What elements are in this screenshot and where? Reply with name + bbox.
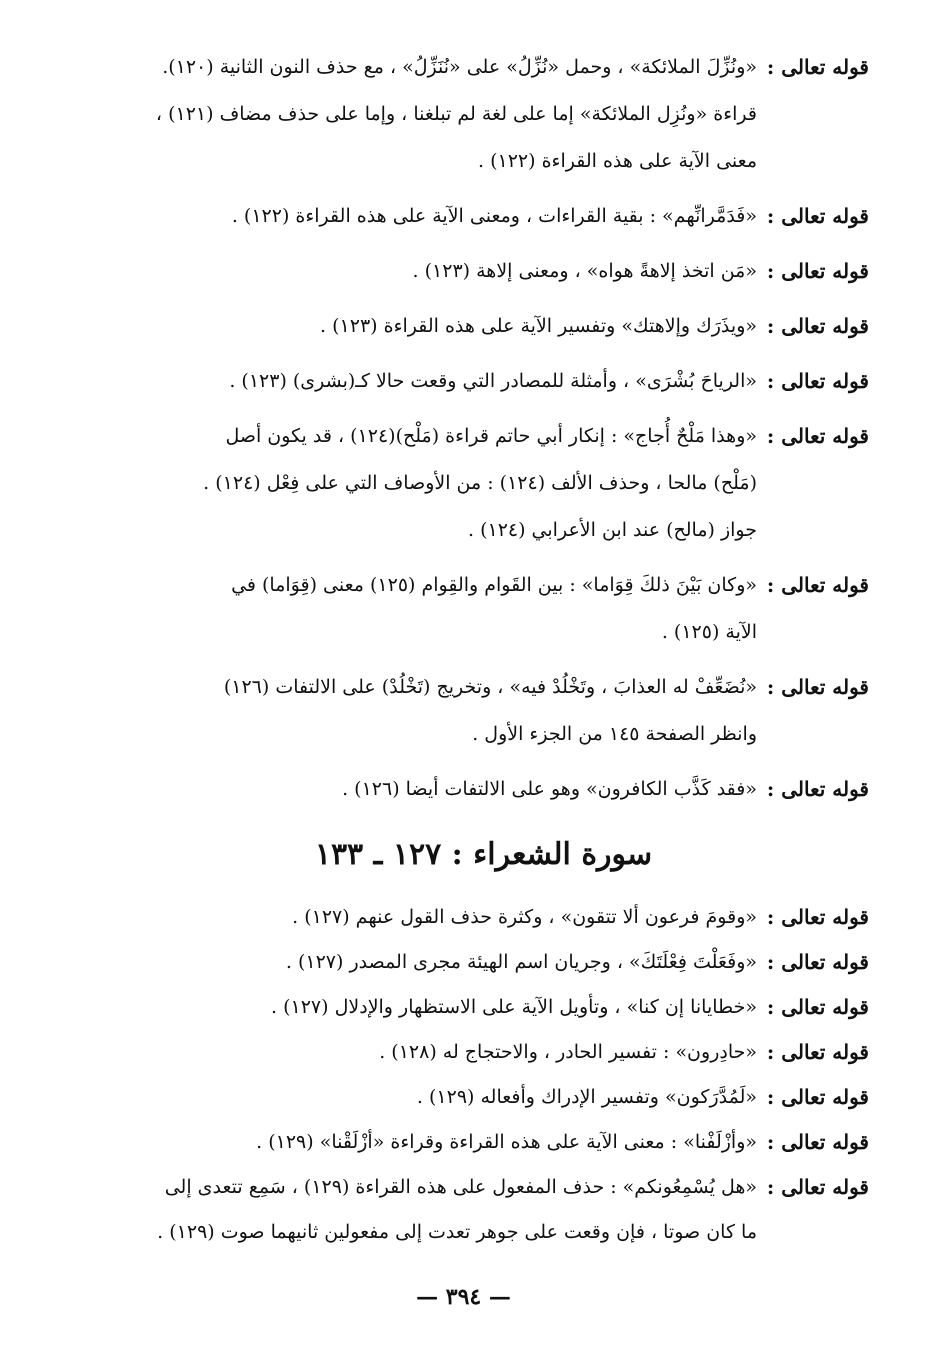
entry-line: «نُضَعِّفْ له العذابَ ، وتَخْلُدْ فيه» ، وتخريج (تَخْلُدْ) على الالتفات (١٢٦)	[223, 676, 757, 698]
entry-label: قوله تعالى :	[766, 369, 869, 393]
index-entry	[58, 985, 869, 1030]
index-entry	[58, 766, 869, 813]
entry-line: «ونُزِّلَ الملائكة» ، وحمل «نُزِّلُ» على «نُنَزِّلُ» ، مع حذف النون الثانية (١٢٠).	[162, 56, 757, 78]
entry-text	[58, 940, 757, 985]
entry-label: قوله تعالى :	[766, 204, 869, 228]
index-entry	[58, 358, 869, 405]
entry-line: ما كان صوتا ، فإن وقعت على جوهر تعدت إلى مفعولين ثانيهما صوت (١٢٩) .	[157, 1221, 757, 1243]
entry-line: «وأزْلَفْنا» : معنى الآية على هذه القراءة وقراءة «أزْلَقْنا» (١٢٩) .	[256, 1131, 757, 1153]
entry-label: قوله تعالى :	[766, 950, 869, 974]
entry-line: «وهذا مَلْحٌ أُجاج» : إنكار أبي حاتم قراءة (مَلْح)(١٢٤) ، قد يكون أصل	[225, 425, 757, 447]
entry-line: «الرياحَ بُشْرَى» ، وأمثلة للمصادر التي وقعت حالا كـ(بشرى) (١٢٣) .	[229, 370, 757, 392]
entry-line: «لَمُدَّرَكون» وتفسير الإدراك وأفعاله (١٢٩) .	[416, 1086, 757, 1108]
index-entry	[58, 303, 869, 350]
index-entry	[58, 193, 869, 240]
entry-label: قوله تعالى :	[766, 55, 869, 79]
entry-line: «فَدَمَّرانِّهم» : بقية القراءات ، ومعنى الآية على هذه القراءة (١٢٢) .	[231, 205, 757, 227]
entry-text	[58, 1165, 757, 1255]
page-number: — ٣٩٤ —	[416, 1284, 511, 1310]
index-entry	[58, 413, 869, 554]
entry-line: معنى الآية على هذه القراءة (١٢٢) .	[478, 150, 757, 172]
index-section-bottom	[58, 895, 869, 1255]
entry-line: «خطايانا إن كنا» ، وتأويل الآية على الاستظهار والإدلال (١٢٧) .	[271, 996, 757, 1018]
entry-line: قراءة «ونُزِل الملائكة» إما على لغة لم تبلغنا ، وإما على حذف مضاف (١٢١) ،	[155, 103, 757, 125]
entry-text	[58, 1120, 757, 1165]
entry-text	[58, 44, 757, 185]
entry-line: (مَلْح) مالحا ، وحذف الألف (١٢٤) : من الأوصاف التي على فِعْل (١٢٤) .	[203, 472, 757, 494]
index-entry	[58, 664, 869, 758]
index-entry	[58, 1075, 869, 1120]
entry-line: «مَن اتخذ إلاهةً هواه» ، ومعنى إلاهة (١٢٣) .	[412, 260, 757, 282]
entry-text	[58, 664, 757, 758]
entry-text	[58, 895, 757, 940]
index-entry	[58, 248, 869, 295]
entry-line: «وقومَ فرعون ألا تتقون» ، وكثرة حذف القول عنهم (١٢٧) .	[292, 906, 757, 928]
entry-label: قوله تعالى :	[766, 573, 869, 597]
entry-label: قوله تعالى :	[766, 1130, 869, 1154]
index-entry	[58, 44, 869, 185]
entry-line: «هل يُسْمِعُونكم» : حذف المفعول على هذه القراءة (١٢٩) ، سَمِع تتعدى إلى	[164, 1176, 757, 1198]
index-entry	[58, 940, 869, 985]
entry-label: قوله تعالى :	[766, 675, 869, 699]
entry-line: «وفَعَلْتَ فِعْلَتَكَ» ، وجريان اسم الهيئة مجرى المصدر (١٢٧) .	[285, 951, 757, 973]
index-entry	[58, 562, 869, 656]
entry-label: قوله تعالى :	[766, 995, 869, 1019]
index-entry	[58, 1030, 869, 1075]
entry-line: جواز (مالح) عند ابن الأعرابي (١٢٤) .	[467, 519, 757, 541]
entry-line: «وكان بَيْنَ ذلكَ قِوَاما» : بين القَوام والقِوام (١٢٥) معنى (قِوَاما) في	[231, 574, 757, 596]
entry-line: وانظر الصفحة ١٤٥ من الجزء الأول .	[472, 723, 757, 745]
index-entry	[58, 1165, 869, 1255]
entry-line: «حادِرون» : تفسير الحادر ، والاحتجاج له (١٢٨) .	[379, 1041, 757, 1063]
entry-text	[58, 193, 757, 240]
entry-label: قوله تعالى :	[766, 905, 869, 929]
index-entry	[58, 1120, 869, 1165]
entry-label: قوله تعالى :	[766, 777, 869, 801]
entry-text	[58, 358, 757, 405]
entry-text	[58, 1075, 757, 1120]
entry-text	[58, 413, 757, 554]
entry-text	[58, 766, 757, 813]
entry-label: قوله تعالى :	[766, 1085, 869, 1109]
entry-label: قوله تعالى :	[766, 1175, 869, 1199]
entry-line: «ويذَرَك وإلاهتك» وتفسير الآية على هذه القراءة (١٢٣) .	[320, 315, 757, 337]
entry-label: قوله تعالى :	[766, 424, 869, 448]
entry-label: قوله تعالى :	[766, 1040, 869, 1064]
index-section-top	[58, 44, 869, 813]
entry-text	[58, 562, 757, 656]
section-heading: سورة الشعراء : ١٢٧ ـ ١٣٣	[314, 837, 653, 872]
entry-label: قوله تعالى :	[766, 259, 869, 283]
entry-line: الآية (١٢٥) .	[661, 621, 757, 643]
entry-text	[58, 1030, 757, 1075]
entry-text	[58, 248, 757, 295]
entry-line: «فقد كَذَّب الكافرون» وهو على الالتفات أيضا (١٢٦) .	[342, 778, 757, 800]
entry-label: قوله تعالى :	[766, 314, 869, 338]
entry-text	[58, 985, 757, 1030]
entry-text	[58, 303, 757, 350]
index-entry	[58, 895, 869, 940]
